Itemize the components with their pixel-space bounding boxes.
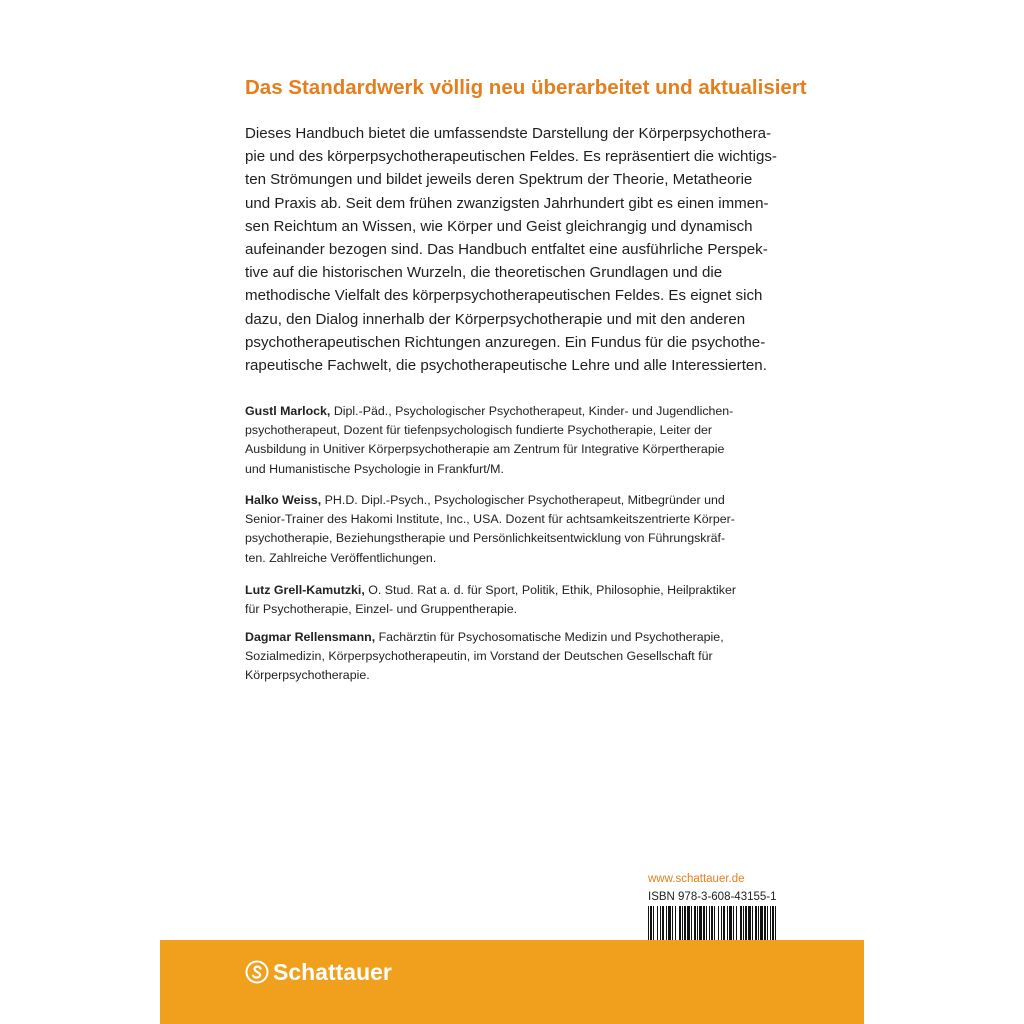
barcode-bar (662, 906, 664, 942)
barcode-bar (764, 906, 766, 942)
barcode-bar (760, 906, 763, 942)
schattauer-logo-icon (245, 960, 269, 984)
blurb-line: psychotherapeutischen Richtungen anzuregen. Ein Fundus für die psychothe- (245, 333, 766, 351)
blurb-line: pie und des körperpsychotherapeutischen Feldes. Es repräsentiert die wichtigs- (245, 148, 777, 166)
barcode-bar (718, 906, 719, 942)
barcode-bar (657, 906, 658, 942)
barcode-bar (668, 906, 671, 942)
barcode-bar (772, 906, 774, 942)
barcode-bar (743, 906, 744, 942)
author-bio-line: und Humanistische Psychologie in Frankfurt/M. (245, 461, 504, 476)
isbn-barcode-icon (647, 906, 780, 942)
barcode-bar (729, 906, 732, 942)
publisher-website: www.schattauer.de (648, 873, 745, 885)
barcode-bar (755, 906, 757, 942)
barcode-bar (691, 906, 692, 942)
barcode-bar (682, 906, 683, 942)
barcode-bar (672, 906, 673, 942)
author-bio-line: psychotherapeut, Dozent für tiefenpsychologisch fundierte Psychotherapie, Leiter der (245, 423, 712, 438)
blurb-line: methodische Vielfalt des körperpsychotherapeutischen Feldes. Es eignet sich (245, 287, 763, 305)
headline: Das Standardwerk völlig neu überarbeitet und aktualisiert (245, 76, 807, 99)
barcode-bar (711, 906, 713, 942)
barcode-bar (721, 906, 722, 942)
barcode-bar (694, 906, 696, 942)
barcode-bar (709, 906, 710, 942)
author-bio-grell-kamutzki (245, 581, 790, 619)
barcode-bar (697, 906, 698, 942)
publisher-logo-text: Schattauer (273, 958, 392, 985)
barcode-bar (684, 906, 686, 942)
barcode-bar (727, 906, 728, 942)
author-bio-line: für Psychotherapie, Einzel- und Gruppentherapie. (245, 602, 518, 617)
author-bio-line: O. Stud. Rat a. d. für Sport, Politik, Ethik, Philosophie, Heilpraktiker (364, 583, 736, 597)
blurb-line: sen Reichtum an Wissen, wie Körper und Geist gleichrangig und dynamisch (245, 217, 753, 235)
blurb-line: und Praxis ab. Seit dem frühen zwanzigsten Jahrhundert gibt es einen immen- (245, 194, 769, 212)
author-bio-rellensmann (245, 628, 790, 686)
barcode-bar (740, 906, 742, 942)
author-name: Dagmar Rellensmann, (245, 630, 376, 644)
blurb-line: aufeinander bezogen sind. Das Handbuch entfaltet eine ausführliche Perspek- (245, 241, 768, 259)
author-bio-line: ten. Zahlreiche Veröffentlichungen. (245, 550, 437, 565)
author-name: Gustl Marlock, (245, 404, 331, 418)
barcode-bar (703, 906, 705, 942)
blurb-line: rapeutische Fachwelt, die psychotherapeutische Lehre und alle Interessierten. (245, 357, 767, 375)
barcode-bar (666, 906, 667, 942)
blurb-line: dazu, den Dialog innerhalb der Körperpsychotherapie und mit den anderen (245, 310, 746, 328)
barcode-bar (660, 906, 661, 942)
author-bio-line: Ausbildung in Unitiver Körperpsychotherapie am Zentrum für Integrative Körpertherapie (245, 442, 725, 457)
author-bio-line: Körperpsychotherapie. (245, 668, 370, 683)
barcode-bar (675, 906, 676, 942)
author-name: Halko Weiss, (245, 493, 322, 507)
author-bio-line: Senior-Trainer des Hakomi Institute, Inc., USA. Dozent für achtsamkeitszentrierte Körper- (245, 512, 735, 527)
barcode-bar (706, 906, 707, 942)
barcode-bar (745, 906, 747, 942)
barcode-bar (736, 906, 737, 942)
barcode-bar (733, 906, 734, 942)
barcode-bar (679, 906, 681, 942)
blurb-line: Dieses Handbuch bietet die umfassendste Darstellung der Körperpsychothera- (245, 125, 772, 142)
author-bio-line: Dipl.-Päd., Psychologischer Psychotherapeut, Kinder- und Jugendlichen- (330, 404, 734, 418)
barcode-bar (653, 906, 654, 942)
barcode-bar (770, 906, 771, 942)
barcode-bar (748, 906, 751, 942)
barcode-bar (752, 906, 753, 942)
barcode-bar (699, 906, 702, 942)
author-bio-line: PH.D. Dipl.-Psych., Psychologischer Psychotherapeut, Mitbegründer und (321, 493, 725, 507)
barcode-bar (648, 906, 649, 942)
author-bio-marlock (245, 402, 790, 479)
author-bio-line: Fachärztin für Psychosomatische Medizin und Psychotherapie, (375, 630, 724, 644)
author-bio-weiss (245, 491, 790, 568)
barcode-bar (714, 906, 715, 942)
blurb-line: tive auf die historischen Wurzeln, die theoretischen Grundlagen und die (245, 264, 723, 282)
barcode-bar (650, 906, 652, 942)
barcode-bar (775, 906, 776, 942)
barcode-bar (758, 906, 759, 942)
author-bio-line: Sozialmedizin, Körperpsychotherapeutin, im Vorstand der Deutschen Gesellschaft für (245, 649, 713, 664)
publisher-logo (245, 955, 392, 989)
author-bio-line: psychotherapie, Beziehungstherapie und Persönlichkeitsentwicklung von Führungskräf- (245, 531, 726, 546)
author-name: Lutz Grell-Kamutzki, (245, 583, 365, 597)
blurb-paragraph (245, 122, 785, 377)
blurb-line: ten Strömungen und bildet jeweils deren Spektrum der Theorie, Metatheorie (245, 171, 753, 189)
barcode-bar (723, 906, 725, 942)
isbn-number: ISBN 978-3-608-43155-1 (648, 891, 777, 903)
barcode-bar (767, 906, 768, 942)
barcode-bar (687, 906, 690, 942)
